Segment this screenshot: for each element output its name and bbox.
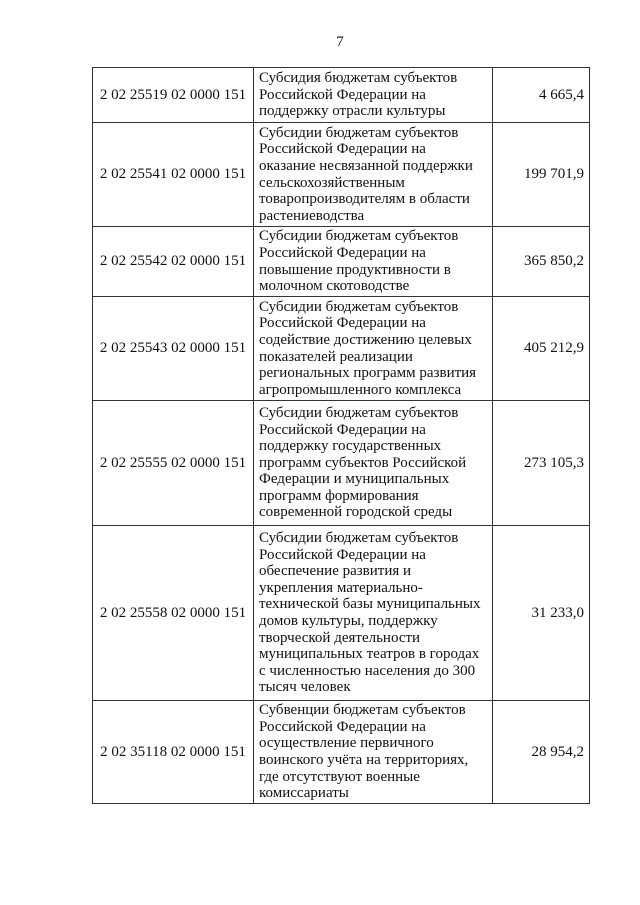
description-line: укрепления материально- bbox=[259, 579, 423, 596]
description-cell bbox=[254, 701, 493, 804]
amount-cell: 199 701,9 bbox=[493, 123, 590, 227]
table-row bbox=[93, 123, 590, 227]
description-line: показателей реализации bbox=[259, 348, 413, 365]
amount-cell: 28 954,2 bbox=[493, 701, 590, 804]
amount-cell: 4 665,4 bbox=[493, 68, 590, 123]
description-line: программ субъектов Российской bbox=[259, 454, 467, 471]
description-line: Российской Федерации на bbox=[259, 546, 426, 563]
description-line: программ формирования bbox=[259, 487, 419, 504]
table-row bbox=[93, 526, 590, 701]
table-row bbox=[93, 227, 590, 297]
budget-code-cell: 2 02 25555 02 0000 151 bbox=[93, 401, 254, 526]
description-line: Субсидии бюджетам субъектов bbox=[259, 298, 459, 315]
description-line: содействие достижению целевых bbox=[259, 331, 472, 348]
description-line: где отсутствуют военные bbox=[259, 768, 420, 785]
description-line: Субсидии бюджетам субъектов bbox=[259, 404, 459, 421]
description-line: осуществление первичного bbox=[259, 735, 434, 752]
budget-code-cell: 2 02 25558 02 0000 151 bbox=[93, 526, 254, 701]
description-cell bbox=[254, 123, 493, 227]
description-line: муниципальных театров в городах bbox=[259, 646, 480, 663]
description-line: Субвенции бюджетам субъектов bbox=[259, 702, 466, 719]
description-line: поддержку отрасли культуры bbox=[259, 103, 446, 120]
description-line: Российской Федерации на bbox=[259, 244, 426, 261]
description-line: с численностью населения до 300 bbox=[259, 662, 476, 679]
budget-revenue-table bbox=[92, 67, 590, 804]
budget-code-cell: 2 02 35118 02 0000 151 bbox=[93, 701, 254, 804]
description-line: Субсидии бюджетам субъектов bbox=[259, 228, 459, 245]
amount-cell: 31 233,0 bbox=[493, 526, 590, 701]
table-row bbox=[93, 68, 590, 123]
table-row bbox=[93, 701, 590, 804]
amount-cell: 273 105,3 bbox=[493, 401, 590, 526]
description-line: повышение продуктивности в bbox=[259, 261, 451, 278]
description-line: растениеводства bbox=[259, 207, 365, 224]
description-line: современной городской среды bbox=[259, 504, 453, 521]
description-line: товаропроизводителям в области bbox=[259, 191, 470, 208]
page-number: 7 bbox=[336, 34, 344, 50]
description-line: воинского учёта на территориях, bbox=[259, 752, 469, 768]
description-line: Субсидия бюджетам субъектов bbox=[259, 70, 458, 87]
table-row bbox=[93, 297, 590, 401]
description-line: технической базы муниципальных bbox=[259, 596, 481, 613]
description-line: творческой деятельности bbox=[259, 629, 421, 646]
description-line: оказание несвязанной поддержки bbox=[259, 157, 473, 174]
budget-code-cell: 2 02 25542 02 0000 151 bbox=[93, 227, 254, 297]
description-cell bbox=[254, 68, 493, 123]
description-line: домов культуры, поддержку bbox=[259, 613, 438, 629]
description-line: поддержку государственных bbox=[259, 438, 442, 455]
description-line: Российской Федерации на bbox=[259, 718, 426, 735]
table-body bbox=[93, 68, 590, 804]
description-line: агропромышленного комплекса bbox=[259, 381, 462, 398]
description-line: Российской Федерации на bbox=[259, 86, 426, 103]
description-line: молочном скотоводстве bbox=[259, 278, 410, 295]
description-cell bbox=[254, 297, 493, 401]
description-line: Субсидии бюджетам субъектов bbox=[259, 124, 459, 141]
budget-code-cell: 2 02 25543 02 0000 151 bbox=[93, 297, 254, 401]
description-cell bbox=[254, 401, 493, 526]
description-line: Российской Федерации на bbox=[259, 315, 426, 332]
description-line: Российской Федерации на bbox=[259, 141, 426, 158]
budget-code-cell: 2 02 25541 02 0000 151 bbox=[93, 123, 254, 227]
budget-code-cell: 2 02 25519 02 0000 151 bbox=[93, 68, 254, 123]
amount-cell: 365 850,2 bbox=[493, 227, 590, 297]
description-cell bbox=[254, 526, 493, 701]
description-line: комиссариаты bbox=[259, 785, 349, 802]
description-line: тысяч человек bbox=[259, 679, 351, 696]
description-cell bbox=[254, 227, 493, 297]
description-line: Федерации и муниципальных bbox=[259, 471, 450, 488]
description-line: Субсидии бюджетам субъектов bbox=[259, 530, 459, 547]
description-line: Российской Федерации на bbox=[259, 421, 426, 438]
amount-cell: 405 212,9 bbox=[493, 297, 590, 401]
description-line: сельскохозяйственным bbox=[259, 174, 405, 191]
description-line: обеспечение развития и bbox=[259, 563, 412, 580]
table-row bbox=[93, 401, 590, 526]
description-line: региональных программ развития bbox=[259, 365, 477, 382]
